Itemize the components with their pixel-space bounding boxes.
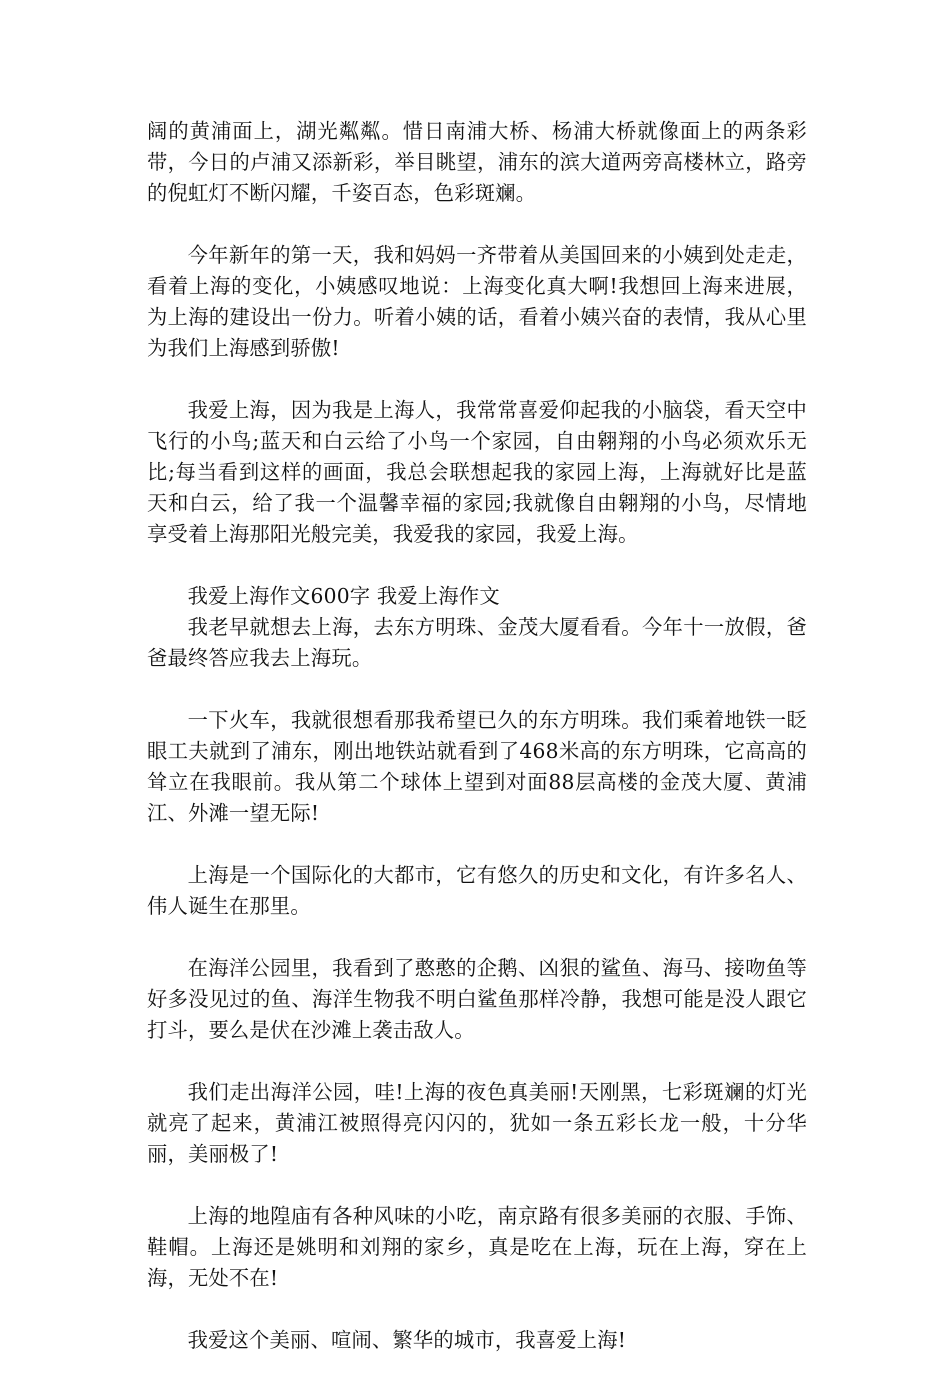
document-body	[147, 116, 807, 1387]
paragraph-4: 我老早就想去上海，去东方明珠、金茂大厦看看。今年十一放假，爸爸最终答应我去上海玩。	[147, 615, 807, 670]
article-title: 我爱上海作文600字 我爱上海作文	[187, 584, 500, 608]
paragraph-10: 我爱这个美丽、喧闹、繁华的城市，我喜爱上海!	[187, 1328, 627, 1352]
paragraph-6: 上海是一个国际化的大都市，它有悠久的历史和文化，有许多名人、伟人诞生在那里。	[147, 863, 807, 918]
paragraph-8: 我们走出海洋公园，哇!上海的夜色真美丽!天刚黑，七彩斑斓的灯光就亮了起来，黄浦江被照得亮闪闪的，犹如一条五彩长龙一般，十分华丽，美丽极了!	[147, 1080, 807, 1166]
paragraph-2: 今年新年的第一天，我和妈妈一齐带着从美国回来的小姨到处走走，看着上海的变化，小姨感叹地说：上海变化真大啊!我想回上海来进展，为上海的建设出一份力。听着小姨的话，看着小姨兴奋的表情，我从心里为我们上海感到骄傲!	[147, 243, 807, 360]
paragraph-5: 一下火车，我就很想看那我希望已久的东方明珠。我们乘着地铁一眨眼工夫就到了浦东，刚出地铁站就看到了468米高的东方明珠，它高高的耸立在我眼前。我从第二个球体上望到对面88层高楼的金茂大厦、黄浦江、外滩一望无际!	[147, 708, 807, 825]
paragraph-9: 上海的地隍庙有各种风味的小吃，南京路有很多美丽的衣服、手饰、鞋帽。上海还是姚明和刘翔的家乡，真是吃在上海，玩在上海，穿在上海，无处不在!	[147, 1204, 807, 1290]
paragraph-1: 阔的黄浦面上，湖光粼粼。惜日南浦大桥、杨浦大桥就像面上的两条彩带，今日的卢浦又添新彩，举目眺望，浦东的滨大道两旁高楼林立，路旁的倪虹灯不断闪耀，千姿百态，色彩斑斓。	[147, 119, 807, 205]
paragraph-3: 我爱上海，因为我是上海人，我常常喜爱仰起我的小脑袋，看天空中飞行的小鸟;蓝天和白云给了小鸟一个家园，自由翱翔的小鸟必须欢乐无比;每当看到这样的画面，我总会联想起我的家园上海，上海就好比是蓝天和白云，给了我一个温馨幸福的家园;我就像自由翱翔的小鸟，尽情地享受着上海那阳光般完美，我爱我的家园，我爱上海。	[147, 398, 807, 546]
paragraph-7: 在海洋公园里，我看到了憨憨的企鹅、凶狠的鲨鱼、海马、接吻鱼等好多没见过的鱼、海洋生物我不明白鲨鱼那样冷静，我想可能是没人跟它打斗，要么是伏在沙滩上袭击敌人。	[147, 956, 807, 1042]
